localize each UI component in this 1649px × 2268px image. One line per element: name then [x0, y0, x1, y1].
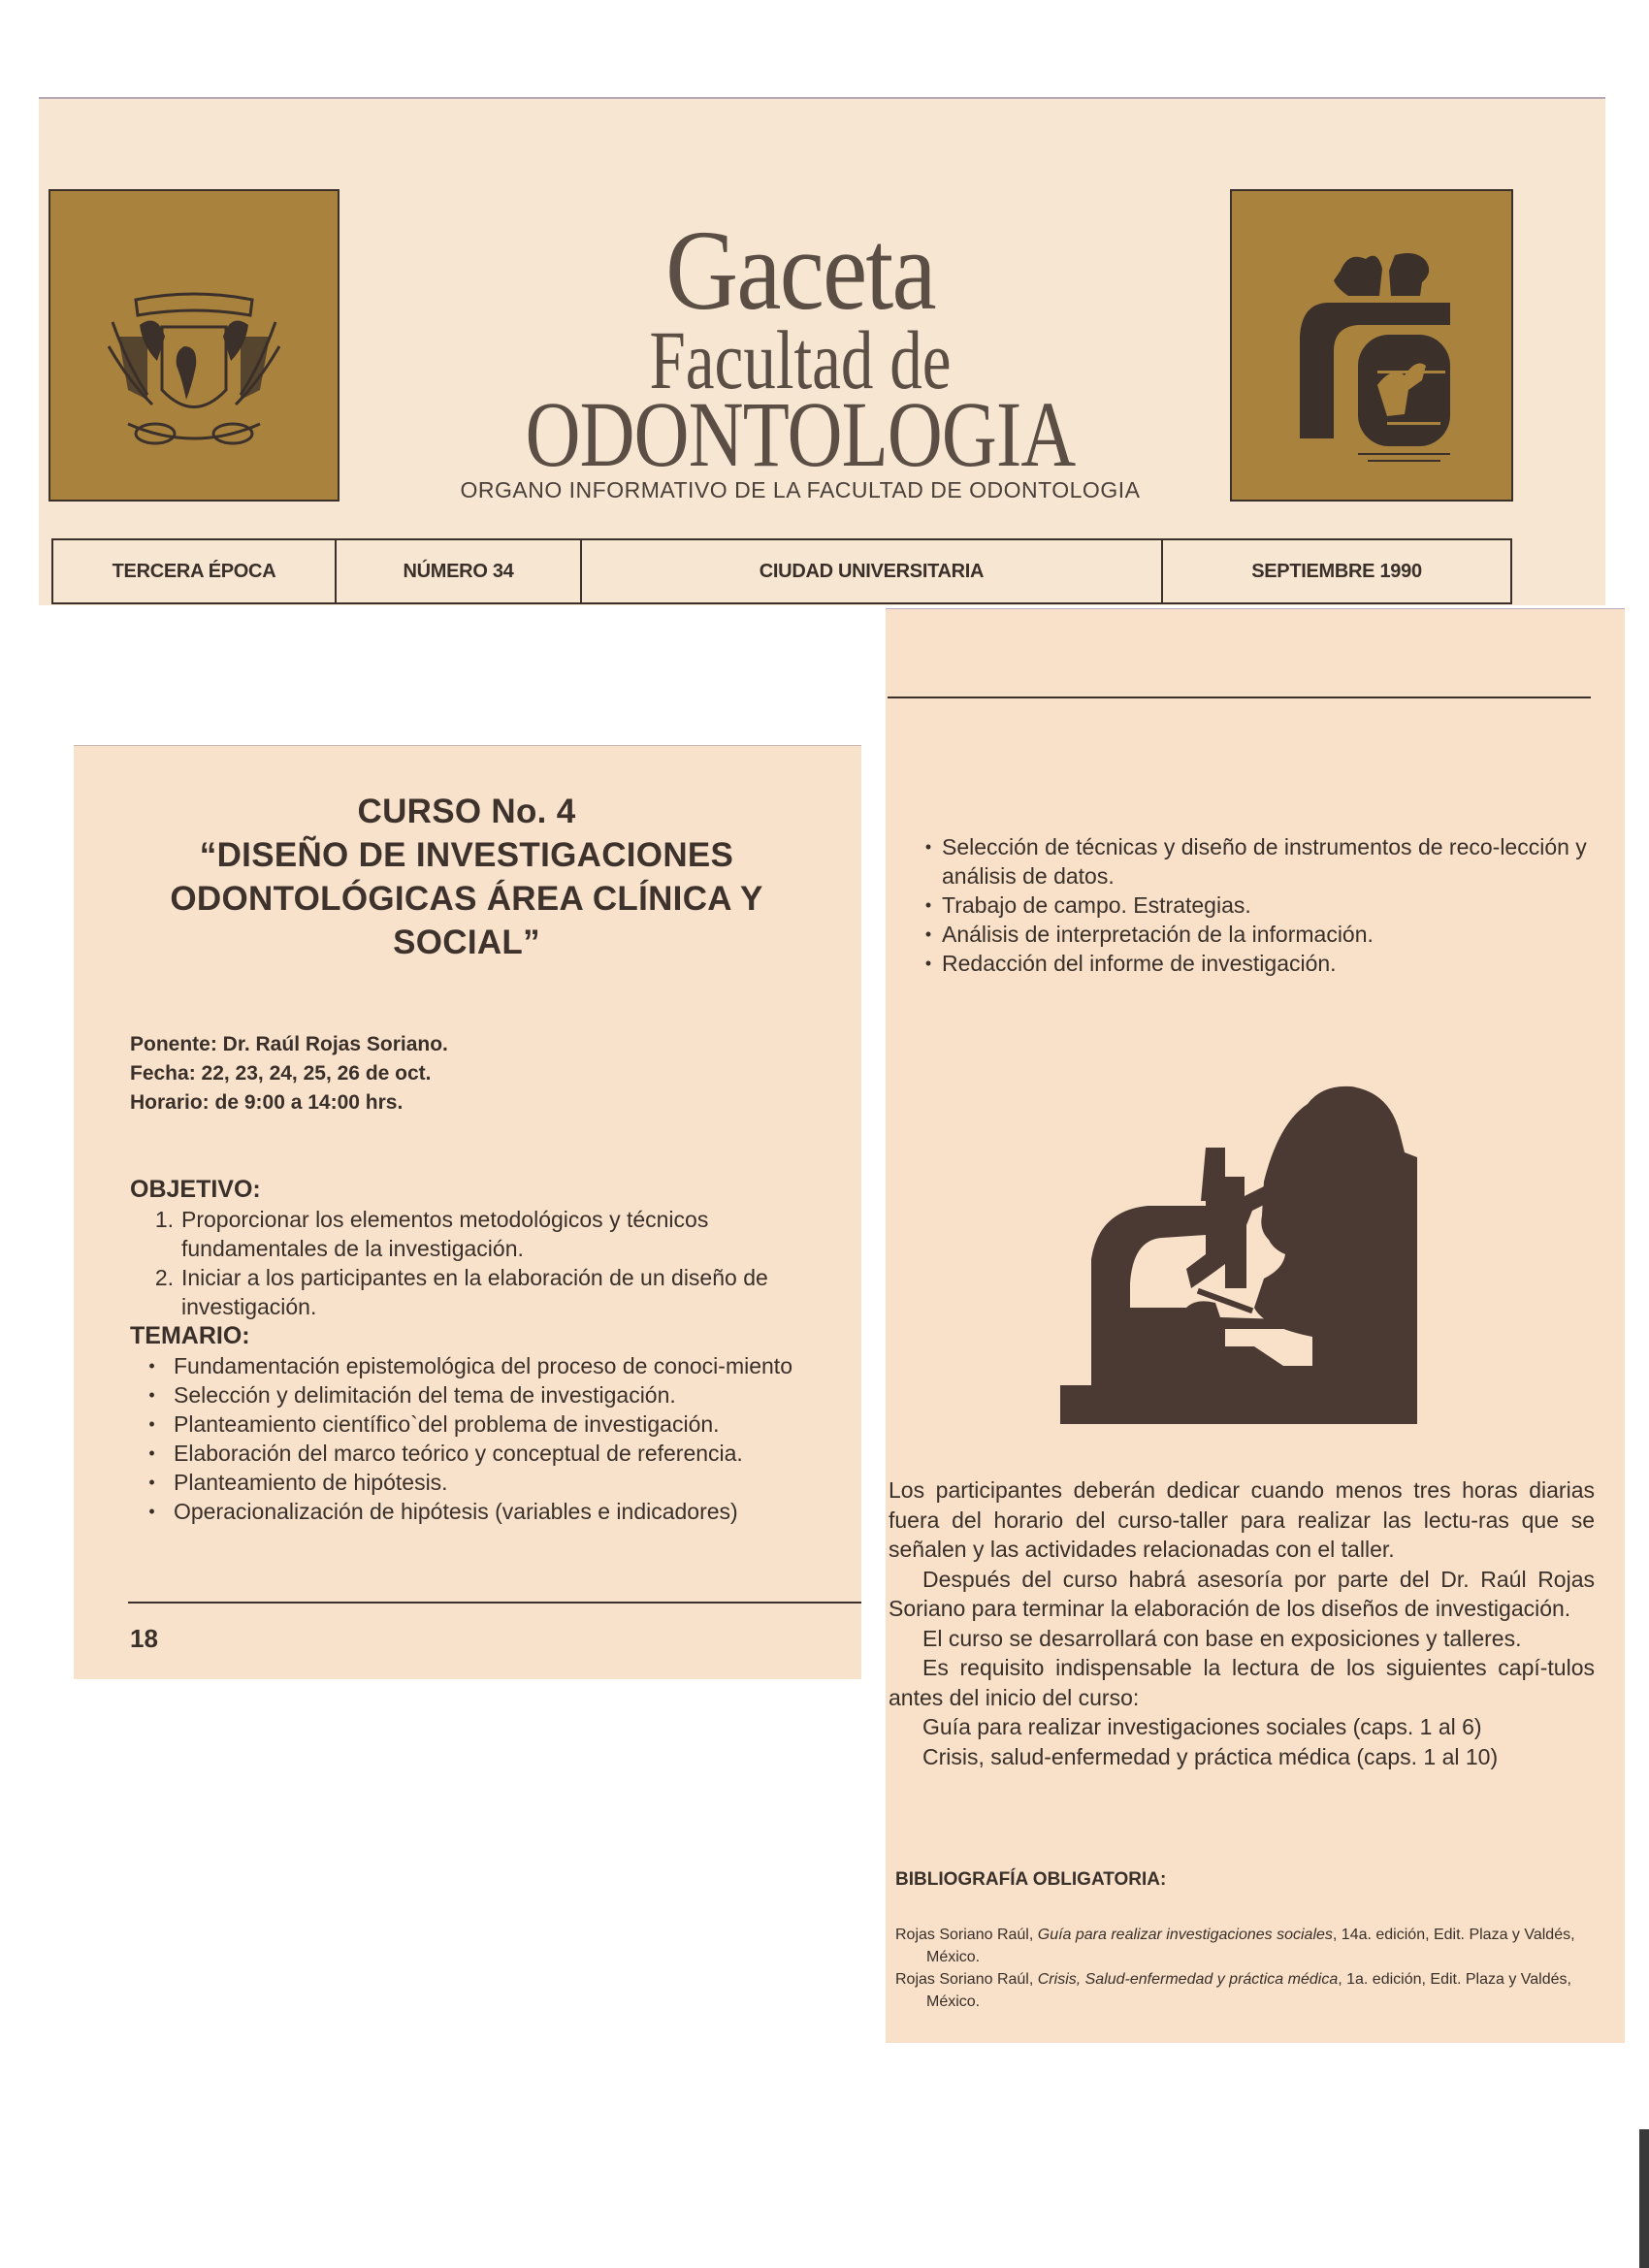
course-title-line: SOCIAL” [393, 923, 540, 961]
bibliography-list [895, 1924, 1589, 2013]
scanner-edge [1639, 2129, 1649, 2268]
temario-item [915, 949, 1594, 978]
temario-item [915, 920, 1594, 949]
masthead-title-facultad: Facultad de [649, 313, 952, 406]
course-body [130, 1175, 819, 1526]
objective-item [130, 1205, 819, 1263]
notes-paragraph: El curso se desarrollará con base en exposiciones y talleres. [922, 1625, 1522, 1651]
microscope-silhouette-icon [1031, 1065, 1439, 1424]
masthead-title-gaceta: Gaceta [665, 207, 935, 334]
bibliography-publisher: , 14a. edición, Edit. Plaza y Valdés, México. [926, 1927, 1575, 1965]
footer-rule [128, 1602, 861, 1604]
course-title [113, 790, 821, 964]
temario-text: Fundamentación epistemológica del proceso de conoci-miento [174, 1353, 792, 1378]
temario-item [915, 832, 1594, 891]
issue-info-bar [51, 538, 1512, 604]
temario-item [130, 1468, 819, 1497]
temario-continued [915, 832, 1594, 978]
temario-item [130, 1439, 819, 1468]
bullet-icon: • [924, 954, 932, 973]
temario-text: Operacionalización de hipótesis (variables e indicadores) [174, 1499, 738, 1524]
bullet-icon: • [148, 1473, 155, 1492]
bibliography-author: Rojas Soriano Raúl, [895, 1971, 1038, 1988]
temario-text: Redacción del informe de investigación. [942, 951, 1337, 976]
temario-text: Análisis de interpretación de la información. [942, 922, 1374, 947]
course-notes [889, 1475, 1595, 1771]
temario-item [130, 1409, 819, 1439]
bibliography-entry [895, 1924, 1589, 1968]
course-speaker: Ponente: Dr. Raúl Rojas Soriano. [130, 1033, 448, 1055]
objetivo-heading: OBJETIVO: [130, 1176, 261, 1203]
bibliography-heading: BIBLIOGRAFÍA OBLIGATORIA: [895, 1869, 1167, 1890]
temario-text: Planteamiento científico`del problema de investigación. [174, 1411, 720, 1437]
unam-coat-of-arms-icon [50, 191, 338, 500]
notes-paragraph: Es requisito indispensable la lectura de los siguientes capí-tulos antes del inicio del curso: [889, 1655, 1595, 1710]
unam-emblem-box [48, 189, 340, 502]
masthead-title-odontologia: ODONTOLOGIA [525, 382, 1076, 486]
course-title-line: ODONTOLÓGICAS ÁREA CLÍNICA Y [170, 880, 763, 918]
temario-text: Planteamiento de hipótesis. [174, 1470, 448, 1495]
course-title-line: CURSO No. 4 [357, 793, 576, 830]
masthead-subtitle: ORGANO INFORMATIVO DE LA FACULTAD DE ODONTOLOGIA [460, 477, 1141, 502]
objective-number: 1. [154, 1207, 174, 1232]
issue-epoch: TERCERA ÉPOCA [53, 540, 337, 602]
temario-item [130, 1380, 819, 1409]
course-title-line: “DISEÑO DE INVESTIGACIONES [199, 836, 734, 874]
bullet-icon: • [148, 1502, 155, 1521]
masthead-clipping [39, 97, 1605, 605]
objective-number: 2. [154, 1265, 174, 1290]
course-schedule: Horario: de 9:00 a 14:00 hrs. [130, 1091, 404, 1114]
temario-item [130, 1351, 819, 1380]
temario-text: Elaboración del marco teórico y conceptual de referencia. [174, 1441, 743, 1466]
required-reading-item: Guía para realizar investigaciones sociales (caps. 1 al 6) [922, 1714, 1482, 1739]
temario-item [130, 1497, 819, 1526]
bibliography-author: Rojas Soriano Raúl, [895, 1927, 1038, 1943]
bullet-icon: • [148, 1414, 155, 1434]
bullet-icon: • [148, 1385, 155, 1405]
top-rule [888, 697, 1591, 698]
facultad-odontologia-logo-icon [1232, 191, 1511, 500]
course-clipping-right [886, 608, 1625, 2043]
objective-text: Proporcionar los elementos metodológicos y técnicos fundamentales de la investigación. [181, 1207, 709, 1261]
bibliography-title: Crisis, Salud-enfermedad y práctica médica [1037, 1971, 1339, 1988]
page-number: 18 [130, 1624, 158, 1653]
notes-paragraph: Después del curso habrá asesoría por parte del Dr. Raúl Rojas Soriano para terminar la elaboración de los diseños de investigación. [889, 1566, 1595, 1621]
issue-location: CIUDAD UNIVERSITARIA [582, 540, 1163, 602]
objective-text: Iniciar a los participantes en la elaboración de un diseño de investigación. [181, 1265, 768, 1319]
temario-item [915, 891, 1594, 920]
bullet-icon: • [148, 1443, 155, 1463]
course-dates: Fecha: 22, 23, 24, 25, 26 de oct. [130, 1062, 432, 1085]
bullet-icon: • [924, 895, 932, 915]
issue-date: SEPTIEMBRE 1990 [1251, 560, 1422, 582]
temario-text: Selección de técnicas y diseño de instrumentos de reco-lección y análisis de datos. [942, 834, 1587, 889]
temario-heading: TEMARIO: [130, 1322, 250, 1349]
bullet-icon: • [924, 837, 932, 857]
temario-text: Trabajo de campo. Estrategias. [942, 892, 1251, 918]
bibliography-entry [895, 1968, 1589, 2013]
objective-item [130, 1263, 819, 1321]
course-clipping-left [74, 745, 861, 1679]
notes-paragraph: Los participantes deberán dedicar cuando menos tres horas diarias fuera del horario del curso-taller para realizar las lectu-ras que se señalen y las actividades relacionadas con el taller. [889, 1477, 1595, 1562]
bibliography-publisher: , 1a. edición, Edit. Plaza y Valdés, México. [926, 1971, 1571, 2010]
faculty-logo-box [1230, 189, 1513, 502]
course-details [130, 1030, 448, 1118]
issue-number: NÚMERO 34 [337, 540, 582, 602]
temario-text: Selección y delimitación del tema de investigación. [174, 1382, 676, 1408]
required-reading-item: Crisis, salud-enfermedad y práctica médica (caps. 1 al 10) [922, 1743, 1499, 1769]
bullet-icon: • [148, 1356, 155, 1376]
bibliography-title: Guía para realizar investigaciones sociales [1037, 1927, 1333, 1943]
bullet-icon: • [924, 924, 932, 944]
